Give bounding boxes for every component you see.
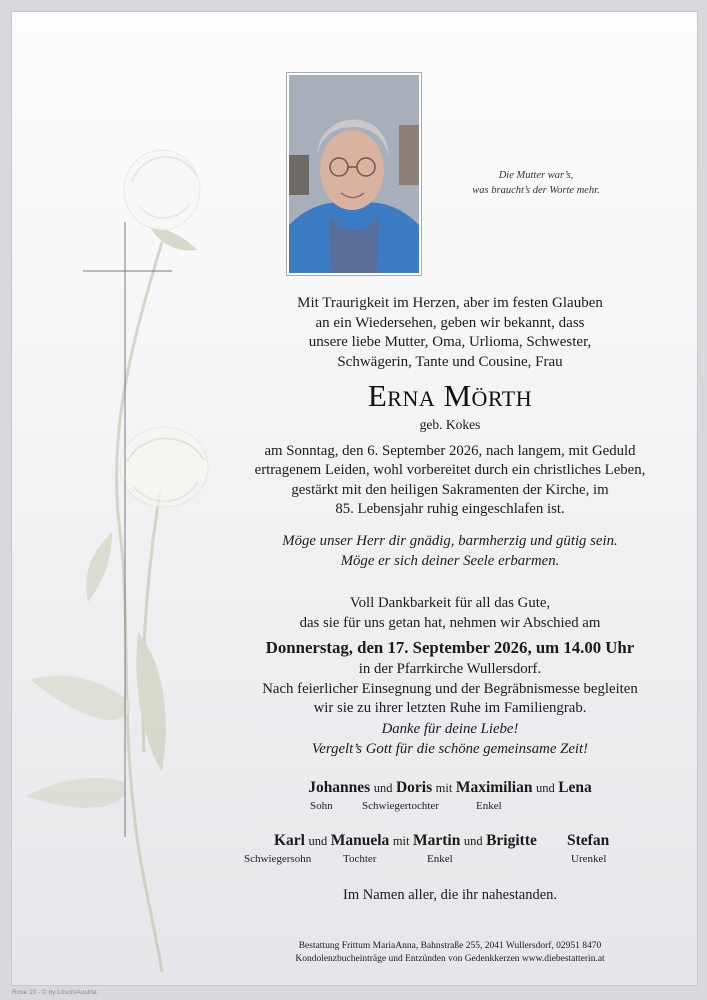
family-name: Manuela	[330, 832, 390, 849]
family-role: Schwiegertochter	[362, 800, 439, 812]
prayer-text	[230, 532, 670, 571]
family-row-2	[274, 832, 537, 850]
family-row-1	[230, 779, 670, 797]
intro-line-4: Schwägerin, Tante und Cousine, Frau	[337, 353, 563, 370]
funeral-line-2: Nach feierlicher Einsegnung und der Begräbnismesse begleiten	[262, 680, 638, 697]
intro-line-2: an ein Wiedersehen, geben wir bekannt, dass	[315, 314, 585, 331]
family-conjunction: und	[373, 781, 393, 795]
maiden-name: geb. Kokes	[419, 417, 481, 432]
family-row-2-extra	[567, 832, 609, 850]
prayer-line-1: Möge unser Herr dir gnädig, barmherzig und gütig sein.	[282, 533, 618, 549]
motto-line-1: Die Mutter war’s,	[498, 170, 574, 181]
family-conjunction: und	[535, 781, 555, 795]
family-role: Urenkel	[571, 853, 607, 865]
farewell-line-2: das sie für uns getan hat, nehmen wir Abschied am	[299, 614, 601, 631]
death-line-4: 85. Lebensjahr ruhig eingeschlafen ist.	[335, 500, 565, 517]
family-conjunction: und	[463, 834, 483, 848]
portrait-figure	[289, 75, 419, 273]
deceased-name: Erna Mörth	[367, 378, 533, 413]
family-conjunction: mit	[435, 781, 453, 795]
intro-line-3: unsere liebe Mutter, Oma, Urlioma, Schwester,	[308, 334, 592, 350]
family-role: Schwiegersohn	[244, 853, 312, 865]
prayer-line-2: Möge er sich deiner Seele erbarmen.	[340, 552, 560, 569]
family-conjunction: und	[308, 834, 328, 848]
family-name: Karl	[274, 832, 305, 849]
family-name: Martin	[412, 832, 461, 849]
funeral-date: Donnerstag, den 17. September 2026, um 14.00 Uhr	[265, 638, 635, 657]
intro-text	[230, 294, 670, 372]
family-conjunction: mit	[392, 834, 410, 848]
thanks-line-1: Danke für deine Liebe!	[381, 721, 519, 737]
farewell-intro	[230, 594, 670, 633]
family-role: Enkel	[476, 800, 502, 812]
death-notice-text	[230, 442, 670, 519]
family-role: Sohn	[310, 800, 333, 812]
family-name: Johannes	[308, 779, 371, 796]
family-name: Stefan	[567, 832, 610, 849]
portrait-photo	[287, 73, 421, 275]
funeral-home-info	[230, 940, 670, 966]
farewell-line-1: Voll Dankbarkeit für all das Gute,	[349, 595, 551, 611]
death-line-2: ertragenem Leiden, wohl vorbereitet durch ein christliches Leben,	[254, 462, 646, 479]
motto-quote	[442, 168, 630, 198]
death-line-1: am Sonntag, den 6. September 2026, nach langem, mit Geduld	[264, 443, 636, 459]
motto-line-2: was braucht’s der Worte mehr.	[472, 185, 600, 196]
closing-line: Im Namen aller, die ihr nahestanden.	[342, 887, 558, 903]
funeral-line-1: in der Pfarrkirche Wullersdorf.	[358, 661, 542, 677]
family-role: Tochter	[343, 853, 377, 865]
funeral-home-address: Bestattung Frittum MariaAnna, Bahnstraße 255, 2041 Wullersdorf, 02951 8470	[298, 941, 602, 951]
funeral-details	[230, 660, 670, 719]
family-name: Doris	[395, 779, 433, 796]
thanks-line-2: Vergelt’s Gott für die schöne gemeinsame Zeit!	[311, 740, 589, 757]
thanks-text	[230, 720, 670, 759]
family-name: Brigitte	[486, 832, 537, 849]
image-credit: Rose 10 - © by Lösch/Austria	[12, 989, 97, 996]
funeral-home-website: Kondolenzbucheinträge und Entzünden von Gedenkkerzen www.diebestatterin.at	[295, 954, 605, 964]
funeral-line-3: wir sie zu ihrer letzten Ruhe im Familiengrab.	[313, 700, 587, 716]
family-name: Maximilian	[455, 779, 533, 796]
rose-cross-illustration	[12, 12, 232, 986]
family-role: Enkel	[427, 853, 453, 865]
death-line-3: gestärkt mit den heiligen Sakramenten der Kirche, im	[291, 481, 609, 498]
death-notice-card	[11, 11, 698, 986]
intro-line-1: Mit Traurigkeit im Herzen, aber im festen Glauben	[297, 295, 603, 311]
family-name: Lena	[558, 779, 592, 796]
